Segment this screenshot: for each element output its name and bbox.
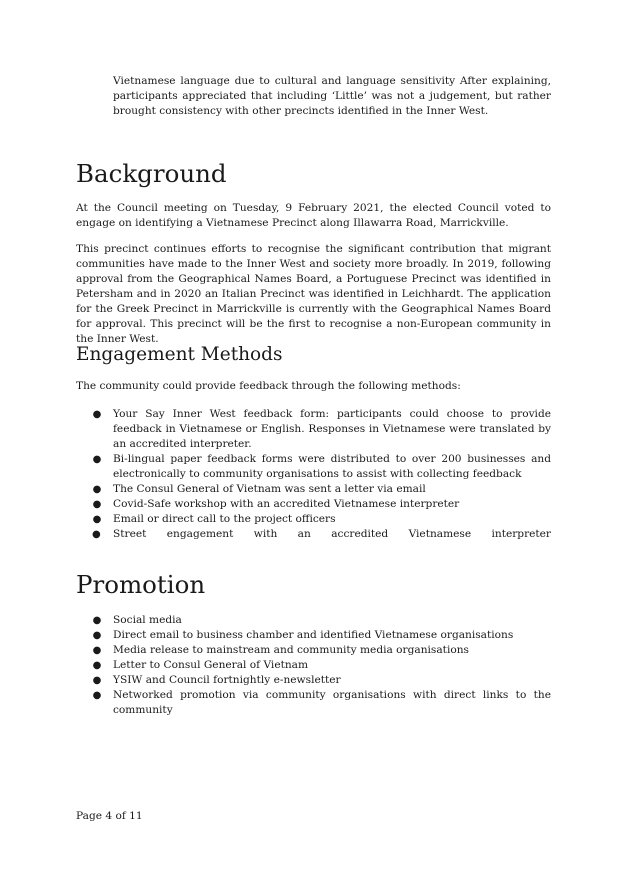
list-item (76, 673, 551, 688)
bullet-icon: ● (92, 660, 102, 671)
page-number: Page 4 of 11 (76, 810, 143, 822)
list-item (76, 527, 551, 542)
bullet-icon: ● (92, 615, 102, 626)
background-paragraph-2: This precinct continues efforts to recognise the significant contribution that migrant communities have made to the Inner West and society more broadly. In 2019, following approval from the Geographical Names Board, a Portuguese Precinct was identified in Petersham and in 2020 an Italian Precinct was identified in Leichhardt. The application for the Greek Precinct in Marrickville is currently with the Geographical Names Board for approval. This precinct will be the first to recognise a non-European community in the Inner West. (76, 243, 551, 345)
list-item (76, 482, 551, 497)
list-item (76, 613, 551, 628)
bullet-icon: ● (92, 529, 101, 540)
list-item (76, 452, 551, 482)
bullet-icon: ● (92, 690, 102, 701)
engagement-heading: Engagement Methods (76, 344, 283, 365)
list-item-text: Your Say Inner West feedback form: participants could choose to provide feedback in Vietnamese or English. Responses in Vietnamese were translated by an accredited interpreter. (113, 408, 551, 450)
list-item (76, 497, 551, 512)
bullet-icon: ● (92, 514, 102, 525)
promotion-heading: Promotion (76, 570, 206, 599)
list-item-text: Letter to Consul General of Vietnam (113, 659, 309, 671)
list-item-text: Email or direct call to the project officers (113, 513, 336, 525)
list-item-text: Covid-Safe workshop with an accredited Vietnamese interpreter (113, 498, 460, 510)
list-item-text: Bi-lingual paper feedback forms were distributed to over 200 businesses and electronically to community organisations to assist with collecting feedback (113, 453, 551, 480)
list-item-text: Street engagement with an accredited Vietnamese interpreter (113, 528, 551, 540)
bullet-icon: ● (92, 675, 102, 686)
list-item (76, 512, 551, 527)
list-item-text: Media release to mainstream and community media organisations (113, 644, 469, 656)
bullet-icon: ● (92, 645, 102, 656)
bullet-icon: ● (92, 409, 102, 420)
engagement-list (76, 407, 551, 542)
list-item-text: Direct email to business chamber and identified Vietnamese organisations (113, 629, 514, 641)
intro-paragraph: Vietnamese language due to cultural and language sensitivity After explaining, participants appreciated that including ‘Little’ was not a judgement, but rather brought consistency with other precincts identified in the Inner West. (113, 75, 551, 117)
list-item-text: Social media (113, 614, 182, 626)
list-item (76, 658, 551, 673)
list-item-text: YSIW and Council fortnightly e-newsletter (113, 674, 341, 686)
bullet-icon: ● (92, 484, 102, 495)
bullet-icon: ● (92, 630, 102, 641)
bullet-icon: ● (92, 454, 102, 465)
list-item-text: Networked promotion via community organisations with direct links to the community (113, 689, 551, 716)
engagement-intro: The community could provide feedback through the following methods: (76, 380, 461, 392)
list-item (76, 643, 551, 658)
bullet-icon: ● (92, 499, 102, 510)
list-item (76, 628, 551, 643)
list-item-text: The Consul General of Vietnam was sent a letter via email (113, 483, 426, 495)
background-heading: Background (76, 159, 227, 188)
list-item (76, 688, 551, 718)
background-paragraph-1: At the Council meeting on Tuesday, 9 February 2021, the elected Council voted to engage on identifying a Vietnamese Precinct along Illawarra Road, Marrickville. (76, 202, 551, 229)
list-item (76, 407, 551, 452)
promotion-list (76, 613, 551, 718)
